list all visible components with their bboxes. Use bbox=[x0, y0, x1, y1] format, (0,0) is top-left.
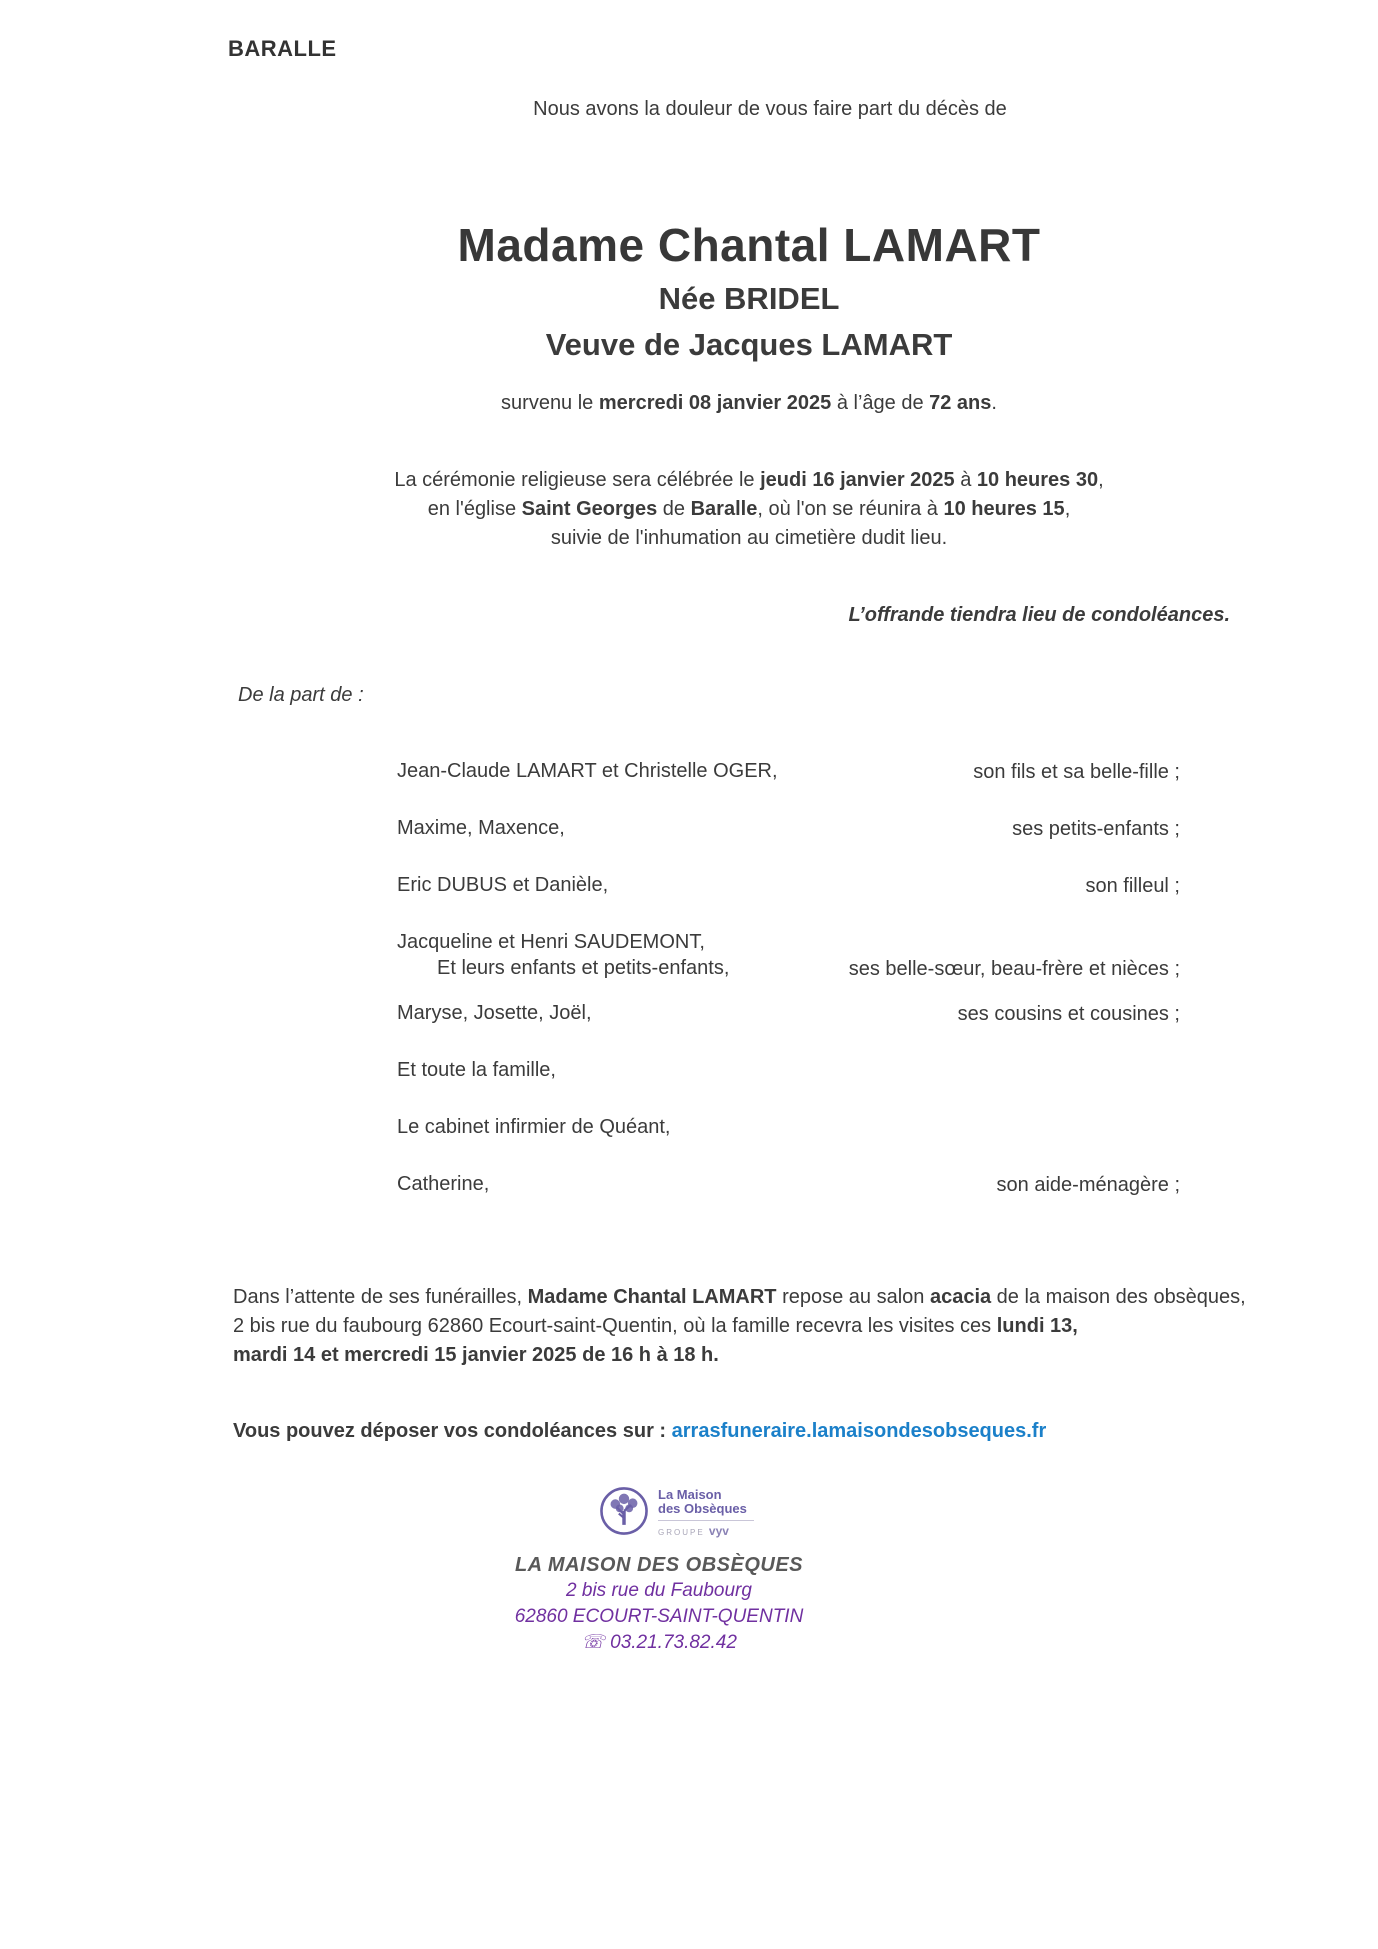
family-row bbox=[397, 1000, 1180, 1026]
phone-icon: ☏ bbox=[581, 1632, 611, 1653]
footer-company-name: LA MAISON DES OBSÈQUES bbox=[514, 1554, 804, 1576]
condolences-line bbox=[233, 1420, 1046, 1443]
family-list bbox=[397, 758, 1180, 1228]
family-members-line: Jacqueline et Henri SAUDEMONT, bbox=[397, 931, 705, 953]
condolences-label: Vous pouvez déposer vos condoléances sur : bbox=[233, 1420, 672, 1442]
tree-logo-icon bbox=[598, 1485, 650, 1537]
family-members bbox=[397, 1114, 671, 1140]
logo-divider bbox=[658, 1520, 754, 1521]
family-members bbox=[397, 1171, 489, 1197]
visitation-line-3: mardi 14 et mercredi 15 janvier 2025 de 16 h à 18 h. bbox=[233, 1344, 719, 1366]
family-relation: ses petits-enfants ; bbox=[1012, 818, 1180, 840]
family-members-line: Le cabinet infirmier de Quéant, bbox=[397, 1116, 671, 1138]
logo-name-line2: des Obsèques bbox=[658, 1501, 747, 1516]
widow-line: Veuve de Jacques LAMART bbox=[545, 327, 953, 362]
family-row bbox=[397, 929, 1180, 981]
family-members bbox=[397, 1057, 556, 1083]
ceremony-line-3: suivie de l'inhumation au cimetière dudit lieu. bbox=[550, 527, 948, 549]
family-members-line: Maxime, Maxence, bbox=[397, 817, 565, 839]
family-row bbox=[397, 1057, 1180, 1083]
logo-group-brand: vyv bbox=[708, 1524, 729, 1538]
family-relation: son fils et sa belle-fille ; bbox=[973, 761, 1180, 783]
maiden-name: Née BRIDEL bbox=[658, 281, 840, 316]
family-relation: son aide-ménagère ; bbox=[996, 1174, 1180, 1196]
family-members-line: Jean-Claude LAMART et Christelle OGER, bbox=[397, 760, 778, 782]
family-members-line: Maryse, Josette, Joël, bbox=[397, 1002, 592, 1024]
family-row bbox=[397, 1114, 1180, 1140]
condolences-link[interactable]: arrasfuneraire.lamaisondesobseques.fr bbox=[671, 1420, 1047, 1442]
ceremony-line-1: La cérémonie religieuse sera célébrée le jeudi 16 janvier 2025 à 10 heures 30, bbox=[394, 469, 1104, 491]
visitation-paragraph bbox=[233, 1283, 1323, 1370]
commune-name: BARALLE bbox=[228, 36, 337, 61]
family-relation: ses cousins et cousines ; bbox=[957, 1003, 1180, 1025]
family-row bbox=[397, 1171, 1180, 1197]
family-members-line: Eric DUBUS et Danièle, bbox=[397, 874, 609, 896]
family-relation: son filleul ; bbox=[1085, 875, 1180, 897]
intro-line: Nous avons la douleur de vous faire part du décès de bbox=[533, 98, 1007, 120]
family-relation: ses belle-sœur, beau-frère et nièces ; bbox=[848, 958, 1180, 980]
logo-name-line1: La Maison bbox=[658, 1487, 722, 1502]
family-row bbox=[397, 872, 1180, 898]
from-label: De la part de : bbox=[238, 684, 364, 706]
offering-line: L’offrande tiendra lieu de condoléances. bbox=[848, 604, 1230, 626]
family-members bbox=[397, 929, 729, 981]
family-row bbox=[397, 815, 1180, 841]
visitation-line-2: 2 bis rue du faubourg 62860 Ecourt-saint-Quentin, où la famille recevra les visites ces lundi 13, bbox=[233, 1315, 1078, 1337]
family-members-line: Catherine, bbox=[397, 1173, 490, 1195]
family-members bbox=[397, 1000, 592, 1026]
family-members-line: Et leurs enfants et petits-enfants, bbox=[437, 957, 730, 979]
footer-phone bbox=[299, 1630, 1019, 1656]
ceremony-paragraph bbox=[120, 466, 1378, 553]
family-members bbox=[397, 815, 565, 841]
deceased-name: Madame Chantal LAMART bbox=[457, 219, 1041, 271]
logo-group-line bbox=[658, 1524, 754, 1538]
logo-text bbox=[658, 1485, 754, 1538]
logo-group-label: GROUPE bbox=[658, 1528, 709, 1537]
ceremony-line-2: en l'église Saint Georges de Baralle, où l'on se réunira à 10 heures 15, bbox=[427, 498, 1071, 520]
funeral-home-footer bbox=[299, 1552, 1019, 1656]
family-members-line: Et toute la famille, bbox=[397, 1059, 556, 1081]
footer-address-line1: 2 bis rue du Faubourg bbox=[566, 1580, 752, 1601]
family-members bbox=[397, 872, 608, 898]
visitation-line-1: Dans l’attente de ses funérailles, Madame Chantal LAMART repose au salon acacia de la maison des obsèques, bbox=[233, 1286, 1246, 1308]
death-date-line: survenu le mercredi 08 janvier 2025 à l’âge de 72 ans. bbox=[501, 392, 997, 414]
funeral-home-logo bbox=[598, 1485, 798, 1538]
phone-number: 03.21.73.82.42 bbox=[610, 1632, 737, 1653]
footer-address-line2: 62860 ECOURT-SAINT-QUENTIN bbox=[514, 1606, 804, 1627]
family-row bbox=[397, 758, 1180, 784]
family-members bbox=[397, 758, 778, 784]
